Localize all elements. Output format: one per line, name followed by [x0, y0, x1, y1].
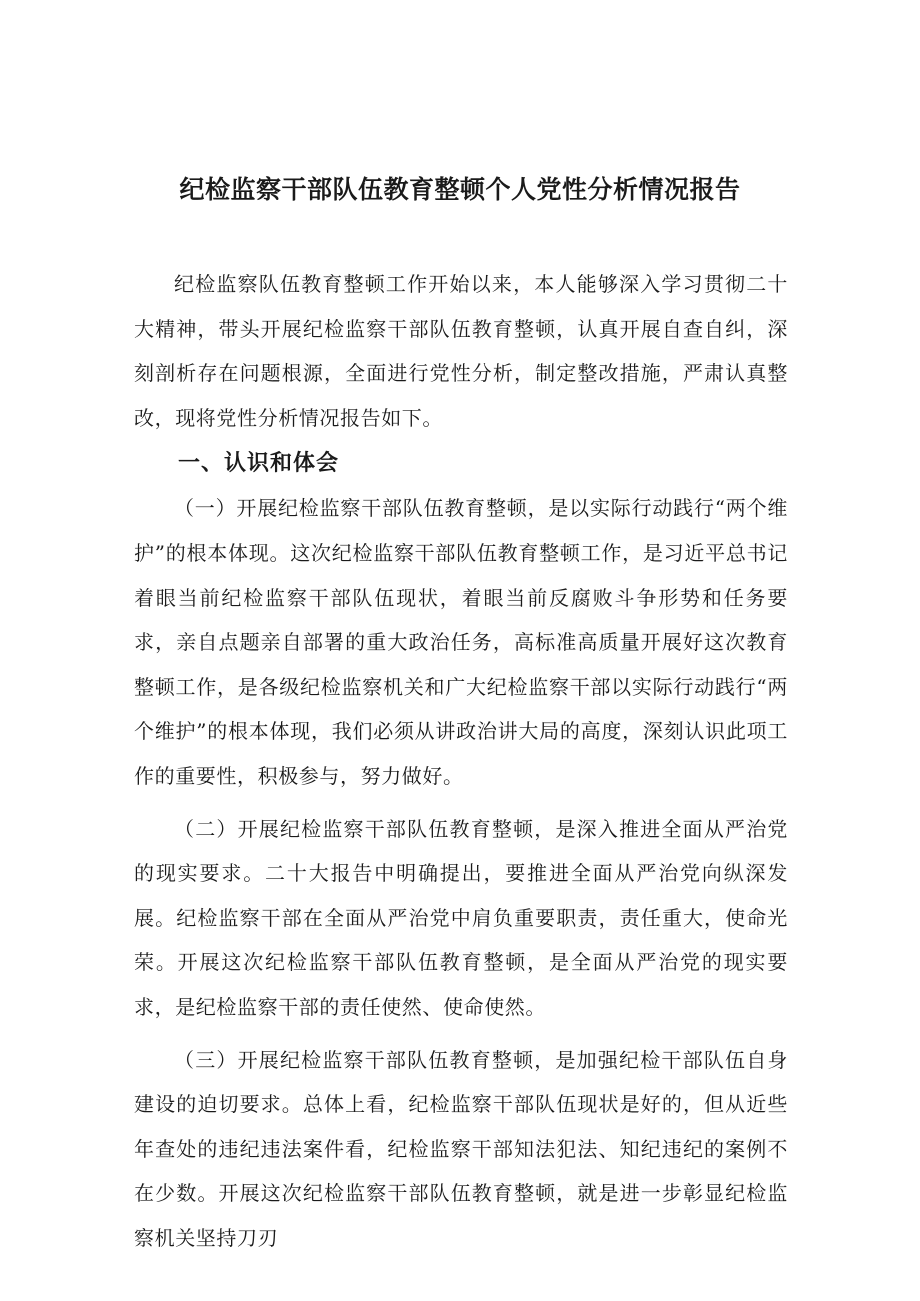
intro-paragraph: 纪检监察队伍教育整顿工作开始以来，本人能够深入学习贯彻二十大精神，带头开展纪检监察干部队伍教育整顿，认真开展自查自纠，深刻剖析存在问题根源，全面进行党性分析，制定整改措施，严肃认真整改，现将党性分析情况报告如下。: [134, 272, 788, 430]
paragraph-3: （三）开展纪检监察干部队伍教育整顿，是加强纪检干部队伍自身建设的迫切要求。总体上看，纪检监察干部队伍现状是好的，但从近些年查处的违纪违法案件看，纪检监察干部知法犯法、知纪违纪的案例不在少数。开展这次纪检监察干部队伍教育整顿，就是进一步彰显纪检监察机关坚持刀刃: [134, 1047, 788, 1250]
section-heading: 一、认识和体会: [178, 451, 340, 477]
document-body: [134, 262, 788, 1260]
paragraph-1: （一）开展纪检监察干部队伍教育整顿，是以实际行动践行“两个维护”的根本体现。这次纪检监察干部队伍教育整顿工作，是习近平总书记着眼当前纪检监察干部队伍现状，着眼当前反腐败斗争形势和任务要求，亲自点题亲自部署的重大政治任务，高标准高质量开展好这次教育整顿工作，是各级纪检监察机关和广大纪检监察干部以实际行动践行“两个维护”的根本体现，我们必须从讲政治讲大局的高度，深刻认识此项工作的重要性，积极参与，努力做好。: [134, 496, 788, 788]
document-title: 纪检监察干部队伍教育整顿个人党性分析情况报告: [179, 175, 741, 204]
paragraph-2: （二）开展纪检监察干部队伍教育整顿，是深入推进全面从严治党的现实要求。二十大报告中明确提出，要推进全面从严治党向纵深发展。纪检监察干部在全面从严治党中肩负重要职责，责任重大，使命光荣。开展这次纪检监察干部队伍教育整顿，是全面从严治党的现实要求，是纪检监察干部的责任使然、使命使然。: [134, 816, 788, 1019]
